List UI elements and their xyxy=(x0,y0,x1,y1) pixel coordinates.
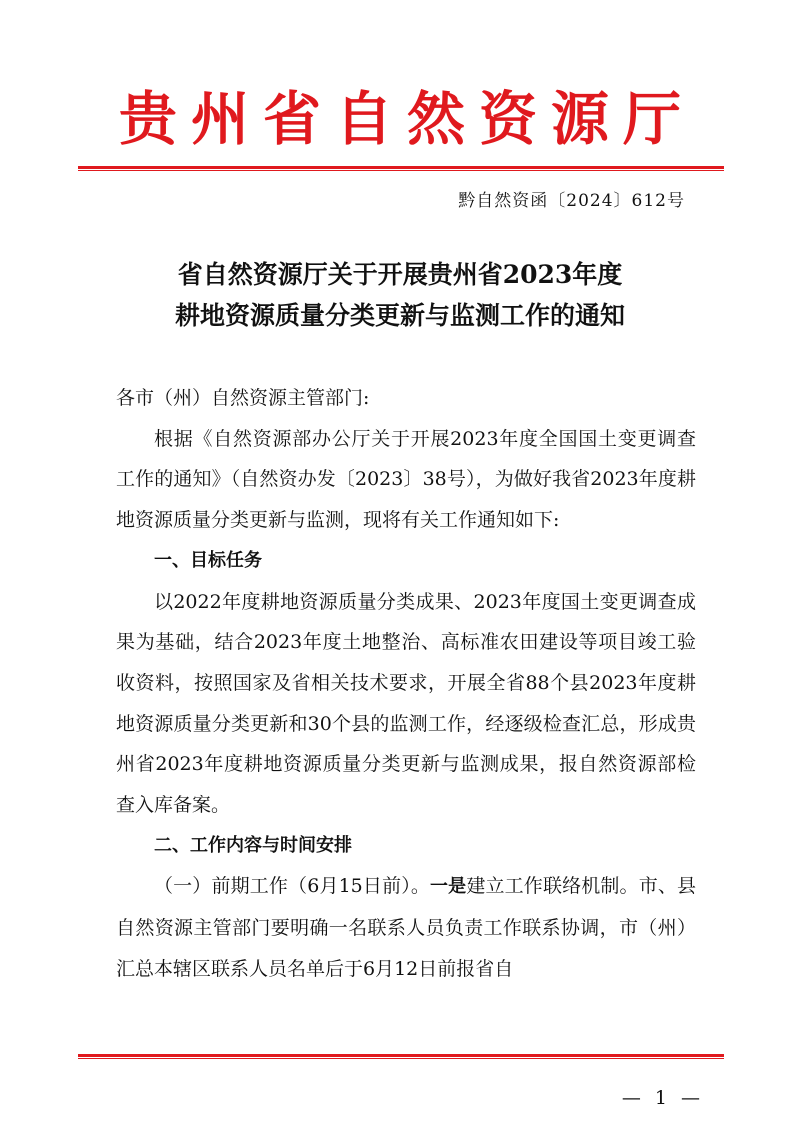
point-one-text: 建立工作联络机制。市、县自然资源主管部门要明确一名联系人员负责工作联系协调，市（州）汇总本辖区联系人员名单后于6月12日前报省自 xyxy=(116,875,696,980)
section-2-heading: 二、工作内容与时间安排 xyxy=(154,834,352,856)
point-one-marker: 一是 xyxy=(430,876,467,898)
section-2-paragraph-1 xyxy=(116,866,696,989)
section-1-heading: 一、目标任务 xyxy=(154,549,262,571)
document-body xyxy=(116,378,696,990)
intro-paragraph: 根据《自然资源部办公厅关于开展2023年度全国国土变更调查工作的通知》（自然资办发〔2023〕38号），为做好我省2023年度耕地资源质量分类更新与监测，现将有关工作通知如下: xyxy=(116,427,696,532)
document-title-line-2: 耕地资源质量分类更新与监测工作的通知 xyxy=(174,301,625,330)
issuer-masthead: 贵州省自然资源厅 xyxy=(118,85,695,153)
subsection-1-label: （一）前期工作（6月15日前）。 xyxy=(154,875,431,898)
section-1-paragraph: 以2022年度耕地资源质量分类成果、2023年度国土变更调查成果为基础，结合2023年度土地整治、高标准农田建设等项目竣工验收资料，按照国家及省相关技术要求，开展全省88个县2023年度耕地资源质量分类更新和30个县的监测工作，经逐级检查汇总，形成贵州省2023年度耕地资源质量分类更新与监测成果，报自然资源部检查入库备案。 xyxy=(116,590,696,817)
header-red-rule xyxy=(78,166,724,172)
document-title-line-1: 省自然资源厅关于开展贵州省2023年度 xyxy=(177,260,623,289)
document-number: 黔自然资函〔2024〕612号 xyxy=(458,191,685,211)
addressee: 各市（州）自然资源主管部门: xyxy=(116,387,370,409)
footer-red-rule xyxy=(78,1054,724,1060)
page-number: — 1 — xyxy=(621,1087,704,1109)
